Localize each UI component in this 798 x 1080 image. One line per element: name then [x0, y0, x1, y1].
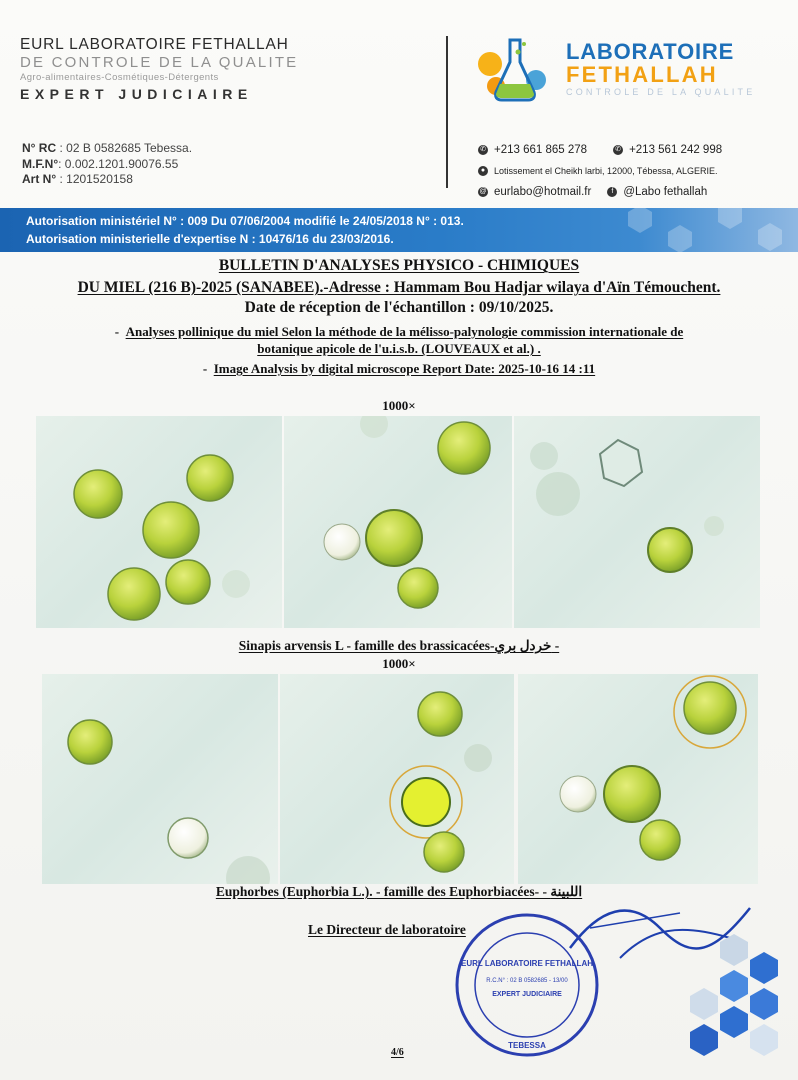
hexagon-pattern-icon [608, 208, 798, 252]
company-name: EURL LABORATOIRE FETHALLAH [20, 36, 289, 53]
caption-euphorbia: Euphorbes (Euphorbia L.). - famille des Euphorbiacées- - اللبينة [215, 884, 583, 899]
stamp-city: TEBESSA [508, 1041, 546, 1050]
micrograph-sinapis-3 [514, 416, 760, 628]
company-sectors: Agro-alimentaires-Cosmétiques-Détergents [20, 72, 219, 83]
brand-name-line1: LABORATOIRE [566, 39, 735, 64]
company-header [20, 36, 440, 104]
reception-date: Date de réception de l'échantillon : 09/10/2025. [244, 299, 554, 316]
registration-info [22, 141, 192, 188]
director-label: Le Directeur de laboratoire [308, 922, 466, 937]
brand-name-line2: FETHALLAH [566, 62, 718, 87]
rc-label: N° RC [22, 141, 57, 155]
email: eurlabo@hotmail.fr [494, 185, 592, 198]
stamp-role: EXPERT JUDICIAIRE [492, 991, 562, 998]
sample-description: DU MIEL (216 B)-2025 (SANABEE).-Adresse : Hammam Bou Hadjar wilaya d'Aïn Témouchent. [77, 279, 721, 296]
micrograph-euphorbia-1 [42, 674, 278, 884]
phone-icon: ✆ [478, 145, 488, 155]
art-label: Art N° [22, 172, 57, 186]
whatsapp-icon: ✆ [613, 145, 623, 155]
brand-tagline: CONTROLE DE LA QUALITE [566, 87, 756, 97]
lab-flask-logo [474, 34, 554, 108]
mfn-value: : 0.002.1201.90076.55 [58, 156, 179, 171]
mfn-label: M.F.N° [22, 156, 59, 171]
location-icon: ● [478, 166, 488, 176]
authorization-banner [0, 208, 798, 252]
stamp-name: EURL LABORATOIRE FETHALLAH [461, 959, 593, 968]
email-icon: @ [479, 187, 487, 195]
magnification-label-2: 1000× [382, 656, 416, 671]
caption-sinapis: Sinapis arvensis L - famille des brassicacées-خردل بري - [238, 638, 560, 653]
micrograph-euphorbia-2 [280, 674, 514, 884]
micrograph-euphorbia-3 [518, 674, 758, 884]
address: Lotissement el Cheikh larbi, 12000, Tébessa, ALGERIE. [494, 165, 718, 176]
magnification-label-1: 1000× [382, 398, 416, 413]
company-subtitle: DE CONTROLE DE LA QUALITE [20, 54, 299, 71]
page-number: 4/6 [391, 1047, 404, 1058]
phone-2: +213 561 242 998 [629, 143, 723, 156]
facebook-icon: f [607, 187, 617, 197]
contact-info [478, 139, 722, 202]
official-stamp-icon [452, 910, 602, 1060]
company-expertise: EXPERT JUDICIAIRE [20, 86, 253, 102]
document-page: EURL LABORATOIRE FETHALLAH DE CONTROLE DE LA QUALITE Agro-alimentaires-Cosmétiques-Détergents EXPERT JUDICIAIRE N° RC : 02 B 0582685 Tebessa. M.F.N°: 0.002.1201.90076.55 Art N° : 1201520158 LABORATOIRE FETHALLAH CONTROLE DE LA QUALITE ✆ +213 661 865 278 ✆ +213 561 242 998 ● Lotissement el Cheikh larbi, 12000, Tébessa, ALGERIE. @ eurlabo@hotmail.fr f @Labo fethallah Autorisation ministériel N° : 009 Du 07/06/2004 modifié le 24/05/2018 N° : 013. Autorisation ministerielle d'expertise N : 10476/16 du 23/03/2016. BULLETIN D'ANALYSES PHYSICO - CHIMIQUES DU MIEL (216 B)-2025 (SANABEE).-Adresse : Hammam Bou Hadjar wilaya d'Aïn Témouchent. Date de réception de l'échantillon : 09/10/2025. - Analyses pollinique du miel Selon la méthode de la mélisso-palynologie commission internationale de botanique apicole de l'u.i.s.b. (LOUVEAUX et al.) . - Image Analysis by digital microscope Report Date: 2025-10-16 14 :11 1000× Sinapis arvensis L - famille des brassicacées-خردل بري - 1000× Euphorbes (Euphorbia L.). - famille des Euphorbiacées- - اللبينة Le Directeur de laboratoire EURL LABORATOIRE FETHALLAH R.C.N° : 02 B 0582685 - 13/00 EXPERT JUDICIAIRE TEBESSA 4/6 [0, 0, 798, 1080]
brand-block [566, 40, 755, 98]
rc-value: : 02 B 0582685 Tebessa. [59, 141, 193, 155]
micrograph-sinapis-2 [284, 416, 512, 628]
authorization-line-1: Autorisation ministériel N° : 009 Du 07/06/2004 modifié le 24/05/2018 N° : 013. [26, 214, 464, 228]
method-description: - Analyses pollinique du miel Selon la méthode de la mélisso-palynologie commission internationale de botanique apicole de l'u.i.s.b. (LOUVEAUX et al.) . [114, 324, 684, 356]
stamp-rc: R.C.N° : 02 B 0582685 - 13/00 [486, 978, 568, 984]
art-value: : 1201520158 [59, 172, 133, 186]
phone-1: +213 661 865 278 [494, 143, 588, 156]
facebook-handle: @Labo fethallah [623, 185, 708, 198]
report-title: BULLETIN D'ANALYSES PHYSICO - CHIMIQUES [218, 257, 580, 274]
micrograph-sinapis-1 [36, 416, 282, 628]
decorative-hexagons-icon [680, 912, 798, 1062]
method-line-2: botanique apicole de l'u.i.s.b. (LOUVEAUX et al.) . [257, 341, 541, 356]
header-divider [446, 36, 448, 188]
authorization-line-2: Autorisation ministerielle d'expertise N : 10476/16 du 23/03/2016. [26, 232, 394, 246]
method-line-1: Analyses pollinique du miel Selon la méthode de la mélisso-palynologie commission internationale de [125, 324, 684, 339]
image-analysis-line: Image Analysis by digital microscope Report Date: 2025-10-16 14 :11 [213, 361, 596, 376]
